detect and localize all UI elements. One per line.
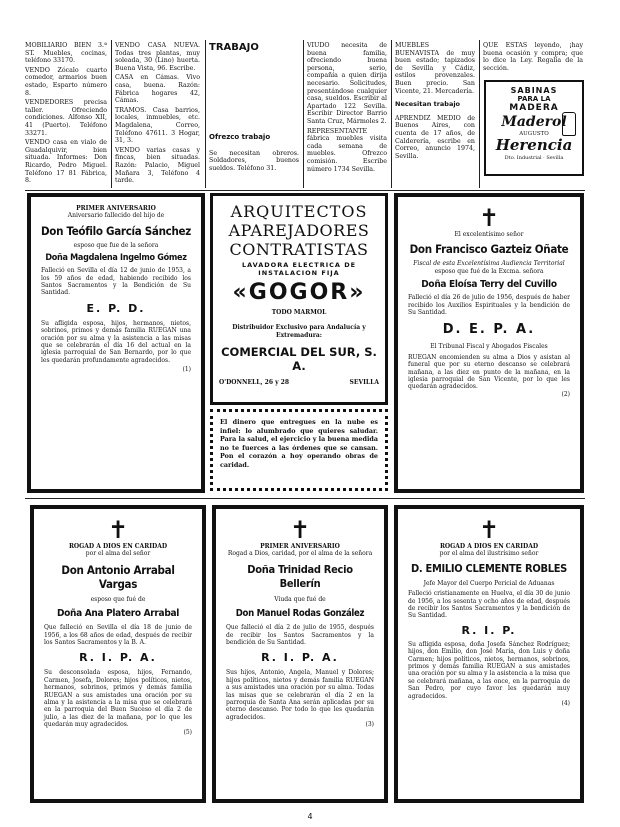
- obituary-arrabal-vargas: [30, 505, 206, 803]
- maderol-ad: [484, 80, 584, 176]
- obituary-body: Falleció cristianamente en Huelva, el día 30 de junio de 1956, a los sesenta y ocho años de edad, después de recibir los Santos Sacramentos y la bendición de Su Santidad.: [408, 590, 570, 620]
- spouse-name: Doña Ana Platero Arrabal: [56, 608, 180, 620]
- obituary-ref: (2): [561, 390, 570, 398]
- brand-name: Maderol: [501, 114, 567, 130]
- ad-headline: APAREJADORES: [228, 221, 370, 240]
- section-title-trabajo: TRABAJO: [209, 42, 259, 53]
- page-number: 4: [307, 812, 313, 821]
- ad-line: INSTALACION FIJA: [258, 269, 340, 277]
- ad-line: PARA LA: [517, 95, 551, 103]
- obituary-relation: esposo que fue de la señora: [73, 241, 159, 249]
- cross-icon: ✝: [478, 516, 500, 544]
- classified-col-6: [483, 42, 583, 76]
- section-subtitle: Ofrezco trabajo: [209, 133, 271, 141]
- classified-ad: VENDO Zócalo cuarto comedor, armarios buen estado, Esparto número 8.: [25, 66, 107, 97]
- obituary-rip: R. I. P. A.: [79, 651, 157, 665]
- spouse-name: Doña Magdalena Ingelmo Gómez: [45, 253, 187, 264]
- obituary-text: Su desconsolada esposa, hijos, Fernando, Carmen, Josefa, Dolores; hijos políticos, nietos, hermanos, sobrinos, primos y demás familia RUEGAN a sus amistades una oración por su alma y la asistencia a la misa que se celebrará en la parroquia del Buen Suceso el día 2 de julio, a las diez de la mañana, por lo que les quedarán muy agradecidos.: [44, 669, 192, 729]
- obituary-rip: D. E. P. A.: [442, 322, 536, 338]
- obituary-prayer: PRIMER ANIVERSARIO: [260, 543, 340, 550]
- cross-icon: ✝: [478, 204, 500, 232]
- spouse-name: Doña Eloísa Terry del Cuvillo: [421, 279, 557, 291]
- obituary-rip: R. I. P.: [461, 623, 517, 637]
- classified-ad: VENDO varias casas y fincas, bien situadas. Razón: Palacio, Miguel Mañara 3, Teléfono 4 tarde.: [115, 146, 200, 185]
- obituary-ref: (5): [183, 728, 192, 736]
- gogor-ad: [210, 193, 388, 405]
- obituary-text: El Tribunal Fiscal y Abogados Fiscales: [430, 343, 548, 351]
- obituary-relation: esposo que fué de: [90, 595, 146, 603]
- classified-ad: MOBILIARIO BIEN 3.ª ST. Muebles, cocinas, teléfono 33170.: [25, 42, 107, 65]
- deceased-name: Doña Trinidad Recio Bellerín: [247, 562, 353, 590]
- obituary-body: Falleció en Sevilla el día 12 de junio de 1953, a los 59 años de edad, habiendo recibido los Santos Sacramentos y la Bendición de Su Santidad.: [41, 267, 191, 297]
- deceased-name: Don Antonio Arrabal Vargas: [61, 562, 175, 591]
- deceased-name: D. EMILIO CLEMENTE ROBLES: [410, 561, 567, 575]
- obituary-body: Que falleció en Sevilla el día 18 de junio de 1956, a los 68 años de edad, después de recibir los Santos Sacramentos y la B. A.: [44, 624, 192, 647]
- obituary-prayer: ROGAD A DIOS EN CARIDAD: [68, 543, 168, 550]
- city: SEVILLA: [349, 379, 379, 387]
- ad-line: MADERA: [509, 103, 559, 113]
- obituary-body: Falleció el día 26 de julio de 1956, después de haber recibido los Auxilios Espirituales y la bendición de Su Santidad.: [408, 294, 570, 317]
- obituary-text: Su afligida esposa, doña Josefa Sánchez Rodríguez; hijos, don Emilio, don José María, don Luis y doña Carmen; hijos políticos, nietos, hermanos, sobrinos, primos y demás familia RUEGAN a sus amistades una oración por su alma y la asistencia a la misa que se celebrará mañana, a las once, en la parroquia de San Pedro, por cuyo favor les quedarán muy agradecidos.: [408, 640, 570, 700]
- ad-line: SABINAS: [510, 86, 558, 95]
- obituary-intro: Rogad a Dios, caridad, por el alma de la señora: [227, 550, 373, 558]
- deceased-name: Don Francisco Gazteiz Oñate: [409, 242, 569, 257]
- obituary-body: Que falleció el día 2 de julio de 1955, después de recibir los Santos Sacramentos y la bendición de Su Santidad.: [226, 624, 374, 647]
- classified-ad: CASA en Cámas. Vivo casa, buena. Razón: Fábrica hogares 42, Cámas.: [115, 74, 200, 105]
- obituary-intro: El excelentísimo señor: [454, 231, 524, 238]
- classified-col-5: [395, 42, 475, 190]
- classified-ad: QUE ESTAS leyendo, ¡hay buena ocasión y compra; que lo dice la Ley. Regalía de la sección.: [483, 42, 583, 72]
- classified-ad: REPRESENTANTE fábrica muebles visita cada semana de muebles. Ofrezco comisión. Escribe número 1734 Sevilla.: [307, 127, 387, 173]
- deceased-name: Don Teófilo García Sánchez: [41, 223, 191, 238]
- obituary-rip: R. I. P. A.: [261, 651, 339, 665]
- classified-col-1: [25, 42, 107, 190]
- notice-text: El dinero que entregues en la nube es infiel: lo alumbrado que quieres saludar. Para la salud, el ejercicio y la buena medida no te fuerces a las órdenes que se cansan. Pon el corazón a hoy operando obras de caridad.: [220, 418, 378, 469]
- obituary-text: Sus hijos, Antonio, Angela, Manuel y Dolores; hijos políticos, nietos y demás familia RUEGAN a sus amistades una oración por su alma. Todas las misas que se celebrarán el día 2 en la parroquia de Santa Ana serán aplicadas por su eterno descanso. Por todo lo que les quedarán agradecidos.: [226, 669, 374, 721]
- obituary-ref: (1): [182, 366, 191, 374]
- address: O'DONNELL, 26 y 28: [219, 379, 290, 387]
- ad-footer: Dto. Industrial · Sevilla: [504, 155, 564, 161]
- ad-line: LAVADORA ELECTRICA DE: [241, 261, 357, 269]
- classified-ad: VENDEDORES precisa taller. Ofreciendo condiciones. Alfonso XII, 41 (Puerto). Teléfono 33271.: [25, 99, 107, 137]
- obituary-gazteiz-onate: [394, 193, 584, 493]
- obituary-relation: Viuda que fué de: [274, 595, 326, 603]
- obituary-garcia-sanchez: [27, 193, 205, 493]
- classified-ad: VENDO casa en vialo de Guadalquivir, bien situada. Informes: Don Ricardo, Pedro Miguel. Teléfono 17 81 Fábrica, 8.: [25, 139, 107, 185]
- classified-col-2: [115, 42, 200, 190]
- obituary-text: Su afligida esposa, hijos, hermanos, nietos, sobrinos, primos y demás familia RUEGAN una oración por su alma y la asistencia a las misas que se celebrarán el día 16 del actual en la iglesia parroquial de San Bernardo, por lo que les quedarán profundamente agradecidos.: [41, 319, 191, 364]
- obituary-prayer: PRIMER ANIVERSARIO: [76, 205, 156, 212]
- charity-notice: [210, 409, 388, 491]
- obituary-prayer: ROGAD A DIOS EN CARIDAD: [439, 543, 539, 550]
- company-name: COMERCIAL DEL SUR, S. A.: [221, 345, 377, 374]
- obituary-intro: por el alma del ilustrísimo señor: [439, 550, 539, 558]
- obituary-intro: Aniversario fallecido del hijo de: [67, 212, 165, 220]
- jar-icon: [562, 112, 576, 136]
- obituary-text: RUEGAN encomienden su alma a Dios y asistan al funeral que por su eterno descanso se celebrará mañana, a las diez en punto de la mañana, en la iglesia parroquial de San Vicente, por lo que les quedarán agradecidos.: [408, 353, 570, 391]
- classified-ad: APRENDIZ MEDIO de Buenos Aires, con cuenta de 17 años, de Calderería, escribe en Correo, anuncio 1974, Sevilla.: [395, 114, 475, 160]
- obituary-title: Fiscal de esta Excelentísima Audiencia Territorial: [413, 260, 565, 268]
- classified-col-3: [209, 42, 299, 190]
- classified-col-4: [307, 42, 387, 190]
- ad-line: AUGUSTO: [519, 131, 549, 137]
- ad-headline: CONTRATISTAS: [229, 240, 369, 259]
- brand-name: «GOGOR»: [232, 280, 366, 305]
- obituary-ref: (4): [561, 700, 570, 708]
- ad-line: Distribuidor Exclusivo para Andalucía y Extremadura:: [232, 324, 366, 339]
- obituary-clemente-robles: [394, 505, 584, 803]
- classified-ad: MUEBLES BUENAVISTA de muy buen estado; tapizados de Sevilla y Cádiz, estilos provenzales. Buen precio. San Vicente, 21. Mercadería.: [395, 42, 475, 95]
- ad-line: TODO MARMOL: [271, 309, 327, 316]
- classified-ad: TRAMOS. Casa barrios, locales, inmuebles, etc. Magdalena, Correo, Teléfono 47611. 3 Hogar, 31, 3.: [115, 106, 200, 145]
- classified-ad: VENDO CASA NUEVA. Todas tres plantas, muy soleada, 30 (Lino) huerta. Buena Vista, 96. Escribe.: [115, 42, 200, 72]
- obituary-recio-bellerin: [212, 505, 388, 803]
- obituary-ref: (3): [365, 721, 374, 729]
- cross-icon: ✝: [107, 516, 129, 544]
- classified-ad: VIUDO necesita de buena familia, ofreciendo buena persona, serio, compañía a quien dirija necesario. Solicitudes, presentándose cualquier casa, sueldos. Escribir al Apartado 122 Sevilla. Escribir Director Barrio Santa Cruz, Mármoles 2.: [307, 42, 387, 125]
- section-subtitle: Necesitan trabajo: [395, 100, 461, 109]
- classified-ad: Se necesitan obreros. Soldadores, buenos sueldos. Teléfono 31.: [209, 149, 299, 172]
- spouse-name: Don Manuel Rodas González: [235, 608, 365, 620]
- cross-icon: ✝: [289, 516, 311, 544]
- obituary-title: Jefe Mayor del Cuerpo Pericial de Aduanas: [423, 579, 555, 587]
- obituary-intro: por el alma del señor: [85, 550, 151, 558]
- obituary-relation: esposo que fué de la Excma. señora: [434, 267, 544, 275]
- company-name: Herencia: [495, 136, 573, 154]
- obituary-rip: E. P. D.: [86, 301, 146, 315]
- ad-headline: ARQUITECTOS: [230, 202, 368, 221]
